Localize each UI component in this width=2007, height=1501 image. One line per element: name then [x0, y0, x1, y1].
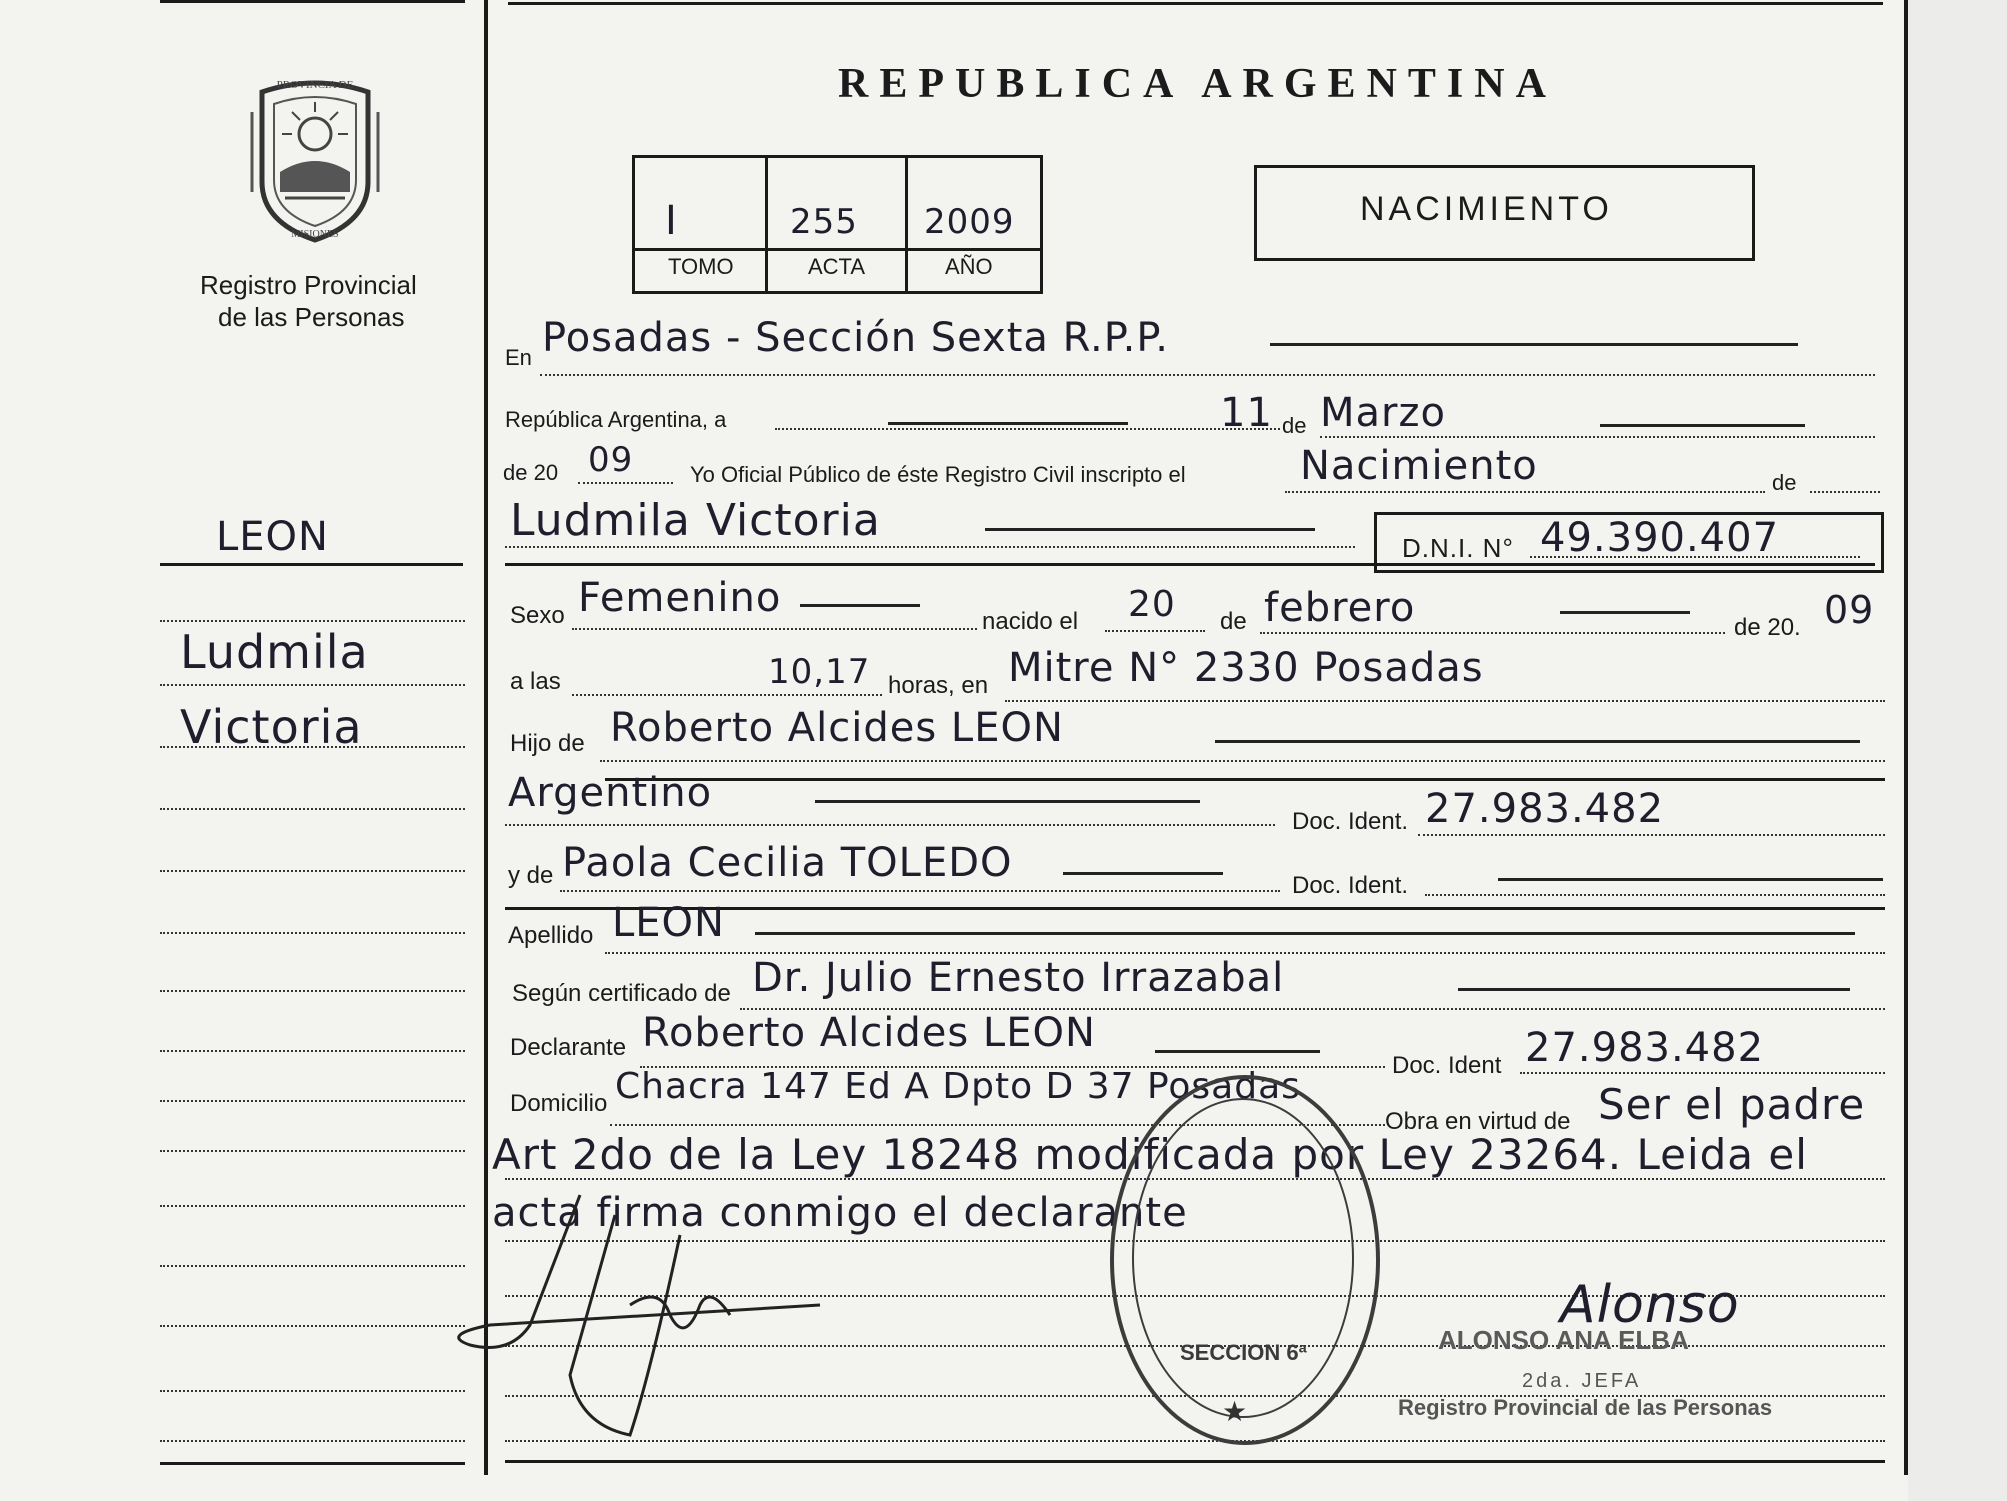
form-dotted-line	[1285, 491, 1765, 493]
day-value: 11	[1220, 390, 1273, 436]
birth-year-value: 09	[1824, 588, 1875, 632]
sidebar-dotted-line	[160, 990, 465, 992]
sidebar-dotted-line	[160, 870, 465, 872]
sidebar-surname-rule	[160, 563, 463, 566]
oficial-label: Yo Oficial Público de éste Registro Civil inscripto el	[690, 462, 1186, 487]
page-edge	[1908, 0, 2007, 1501]
de-label-2: de	[1772, 470, 1797, 495]
registry-name-line2: de las Personas	[218, 302, 405, 332]
fill-dash	[985, 528, 1315, 531]
form-dotted-line	[1810, 491, 1880, 493]
doctor-value: Dr. Julio Ernesto Irrazabal	[752, 955, 1285, 1001]
birth-day-value: 20	[1128, 584, 1176, 625]
hour-value: 10,17	[768, 652, 871, 692]
declarante-value: Roberto Alcides LEON	[642, 1010, 1096, 1056]
fill-dash	[1600, 424, 1805, 427]
apellido-label: Apellido	[508, 922, 594, 949]
sidebar-dotted-line	[160, 1265, 465, 1267]
form-dotted-line	[572, 694, 882, 696]
sidebar-dotted-line	[160, 1050, 465, 1052]
sidebar-dotted-line	[160, 808, 465, 810]
sexo-label: Sexo	[510, 602, 565, 629]
birth-place-value: Mitre N° 2330 Posadas	[1008, 645, 1484, 691]
declarante-label: Declarante	[510, 1034, 627, 1061]
form-dotted-line	[1005, 700, 1885, 702]
fill-dash	[1155, 1050, 1320, 1053]
anio-label: AÑO	[945, 254, 993, 279]
fill-dash	[800, 604, 920, 607]
sidebar-dotted-line	[160, 1205, 465, 1207]
de20-label-2: de 20.	[1734, 614, 1801, 641]
alas-label: a las	[510, 668, 561, 695]
sexo-value: Femenino	[578, 575, 782, 621]
segun-label: Según certificado de	[512, 980, 731, 1007]
sidebar-dotted-line	[160, 1325, 465, 1327]
republica-label: República Argentina, a	[505, 407, 727, 432]
child-name-value: Ludmila Victoria	[510, 495, 881, 546]
table-divider	[765, 155, 768, 291]
table-divider	[632, 248, 1040, 251]
fill-dash	[1215, 740, 1860, 743]
apellido-value: LEON	[612, 900, 725, 946]
domicilio-value: Chacra 147 Ed A Dpto D 37 Posadas	[615, 1066, 1301, 1107]
stamp-text: SECCION 6ª	[1180, 1340, 1307, 1365]
form-dotted-line	[505, 824, 1275, 826]
official-office: Registro Provincial de las Personas	[1398, 1395, 1773, 1420]
sidebar-dotted-line	[160, 1150, 465, 1152]
official-stamp-inner	[1132, 1098, 1354, 1418]
sidebar-bottom-rule	[160, 1462, 465, 1465]
form-dotted-line	[1105, 630, 1205, 632]
sidebar-dotted-line	[160, 1440, 465, 1442]
dni-value: 49.390.407	[1540, 515, 1780, 561]
note-line-1: Art 2do de la Ley 18248 modificada por Ley 23264. Leida el	[492, 1130, 1808, 1179]
year-value: 09	[588, 440, 634, 480]
official-signature: Alonso	[1560, 1275, 1740, 1335]
fill-dash	[815, 800, 1200, 803]
sidebar-dotted-line	[160, 1100, 465, 1102]
month-value: Marzo	[1320, 390, 1446, 436]
tomo-label: TOMO	[668, 254, 734, 279]
form-dotted-line	[1520, 1072, 1885, 1074]
form-dotted-line	[540, 374, 1875, 376]
record-type: NACIMIENTO	[1360, 190, 1613, 228]
obra-value: Ser el padre	[1598, 1080, 1866, 1129]
domicilio-label: Domicilio	[510, 1090, 608, 1117]
registry-name-line1: Registro Provincial	[200, 270, 417, 300]
fill-dash	[1270, 343, 1798, 346]
form-dotted-line	[605, 952, 1885, 954]
form-dotted-line	[1530, 556, 1860, 558]
official-name: ALONSO ANA ELBA	[1438, 1325, 1689, 1355]
sidebar-dotted-line	[160, 746, 465, 748]
mother-name-value: Paola Cecilia TOLEDO	[562, 840, 1013, 886]
country-title: REPUBLICA ARGENTINA	[838, 61, 1557, 107]
form-dotted-line	[1260, 632, 1725, 634]
official-title: 2da. JEFA	[1522, 1370, 1642, 1392]
sidebar-surname: LEON	[216, 514, 329, 560]
yde-label: y de	[508, 862, 554, 889]
sidebar-given-name-1: Ludmila	[180, 625, 369, 679]
stamp-star: ★	[1222, 1396, 1248, 1427]
birth-month-value: febrero	[1264, 585, 1416, 631]
tomo-value: I	[665, 198, 678, 244]
horas-label: horas, en	[888, 672, 989, 699]
fill-dash	[1560, 611, 1690, 614]
anio-value: 2009	[924, 202, 1015, 242]
fill-dash	[755, 932, 1855, 935]
sidebar-given-name-2: Victoria	[180, 700, 363, 754]
hijo-label: Hijo de	[510, 730, 585, 757]
sidebar-dotted-line	[160, 1390, 465, 1392]
fill-dash	[888, 422, 1128, 425]
de-label-3: de	[1220, 608, 1247, 635]
declarant-signature-icon	[430, 1175, 830, 1445]
doc-label-2: Doc. Ident.	[1292, 872, 1409, 899]
main-top-rule	[508, 2, 1883, 5]
en-label: En	[505, 345, 532, 370]
note-line-2: acta firma conmigo el declarante	[492, 1190, 1188, 1236]
form-dotted-line	[1320, 436, 1875, 438]
form-dotted-line	[600, 760, 1885, 762]
de20-label: de 20	[503, 460, 559, 485]
obra-label: Obra en virtud de	[1385, 1108, 1571, 1135]
sidebar-dotted-line	[160, 684, 465, 686]
svg-text:PROVINCIA DE: PROVINCIA DE	[276, 79, 354, 91]
form-dotted-line	[1418, 834, 1885, 836]
acta-value: 255	[790, 202, 858, 242]
form-dotted-line	[505, 546, 1355, 548]
sidebar-dotted-line	[160, 932, 465, 934]
acta-label: ACTA	[808, 254, 866, 279]
dni-label: D.N.I. N°	[1402, 533, 1514, 563]
svg-text:MISIONES: MISIONES	[291, 229, 339, 240]
record-value: Nacimiento	[1300, 443, 1538, 489]
sidebar-dotted-line	[160, 620, 465, 622]
nacido-label: nacido el	[982, 608, 1079, 635]
de-label: de	[1282, 413, 1307, 438]
form-dotted-line	[560, 890, 1280, 892]
fill-dash	[1063, 872, 1223, 875]
form-dotted-line	[578, 482, 673, 484]
province-seal-icon	[240, 72, 390, 247]
table-divider	[905, 155, 908, 291]
declarante-doc-value: 27.983.482	[1525, 1025, 1765, 1071]
father-nationality-value: Argentino	[508, 770, 713, 816]
form-dotted-line	[1425, 894, 1885, 896]
fill-dash	[1458, 988, 1850, 991]
sidebar-top-rule	[160, 0, 465, 3]
form-dotted-line	[572, 628, 977, 630]
form-rule	[605, 778, 1885, 781]
father-doc-value: 27.983.482	[1425, 786, 1665, 832]
main-bottom-rule	[505, 1460, 1885, 1463]
place-value: Posadas - Sección Sexta R.P.P.	[542, 315, 1169, 361]
fill-dash	[1498, 878, 1883, 881]
form-dotted-line	[775, 428, 1280, 430]
doc-label-3: Doc. Ident	[1392, 1052, 1502, 1079]
doc-label: Doc. Ident.	[1292, 808, 1409, 835]
father-name-value: Roberto Alcides LEON	[610, 705, 1064, 751]
